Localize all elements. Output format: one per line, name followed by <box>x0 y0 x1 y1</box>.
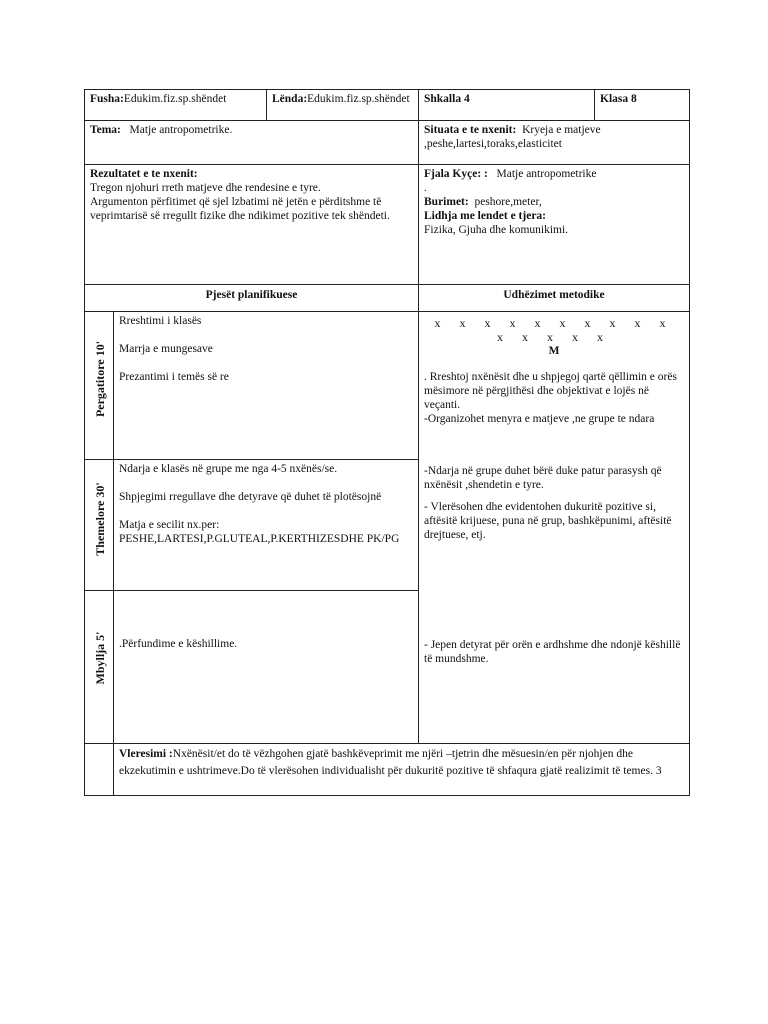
tema-label: Tema: <box>90 124 121 136</box>
fjala-value: Matje antropometrike <box>496 168 597 180</box>
udhezimet-header-text: Udhëzimet metodike <box>503 289 605 301</box>
situata-label: Situata e te nxenit: <box>424 124 517 136</box>
vleresimi-cell <box>113 743 690 796</box>
situata-cell <box>418 120 690 165</box>
vleresimi-spacer <box>84 743 114 796</box>
udhezimet-marks: x x x x x x x x x x x x x x x <box>434 316 674 344</box>
lenda-label: Lënda: <box>272 93 308 105</box>
burimet-label: Burimet: <box>424 196 469 208</box>
pergatitore-item-1: Rreshtimi i klasës <box>119 315 202 327</box>
mbyllja-label: Mbyllja 5' <box>93 631 107 685</box>
lidhja-value: Fizika, Gjuha dhe komunikimi. <box>424 224 569 236</box>
section-label-pergatitore <box>84 311 114 460</box>
mbyllja-content <box>113 590 419 744</box>
situata-value: Kryeja e matjeve ,peshe,lartesi,toraks,elasticitet <box>424 124 601 150</box>
klasa-value: Klasa 8 <box>600 93 637 105</box>
rezultatet-cell <box>84 164 419 285</box>
lenda-value: Edukim.fiz.sp.shëndet <box>307 93 410 105</box>
mbyllja-item-1: .Përfundime e këshillime. <box>119 638 238 650</box>
udhezimet-p1: . Rreshtoj nxënësit dhe u shpjegoj qartë qëllimin e orës mësimore në përgjithësi dhe objektivat e lojës në veçanti. <box>424 371 677 411</box>
vleresimi-text: Nxënësit/et do të vëzhgohen gjatë bashkëveprimit me njëri –tjetrin dhe mësuesin/en për njohjen dhe ekzekutimin e ushtrimeve.Do të vlerësohen individualisht për dukuritë pozitive të shfaqura gjatë realizimit të temes. 3 <box>119 748 662 777</box>
vleresimi-label: Vleresimi : <box>119 748 173 760</box>
udhezimet-header <box>418 284 690 312</box>
rezultatet-label: Rezultatet e te nxenit: <box>90 168 198 180</box>
pjeset-header-text: Pjesët planifikuese <box>205 289 298 301</box>
tema-cell <box>84 120 419 165</box>
lesson-plan-table <box>84 89 690 796</box>
themelore-content <box>113 459 419 591</box>
shkalla-value: Shkalla 4 <box>424 93 470 105</box>
fjala-label: Fjala Kyçe: : <box>424 168 488 180</box>
udhezimet-p2: -Organizohet menyra e matjeve ,ne grupe te ndara <box>424 413 655 425</box>
rezultatet-line-2: Argumenton përfitimet që sjel lzbatimi në jetën e përditshme të veprimtarisë së rregullt fizike dhe ndikimet pozitive tek shëndeti. <box>90 196 390 222</box>
pjeset-header <box>84 284 419 312</box>
fjala-dot: . <box>424 182 427 194</box>
section-label-mbyllja <box>84 590 114 744</box>
themelore-item-2: Shpjegimi rregullave dhe detyrave që duhet të plotësojnë <box>119 491 382 503</box>
fusha-value: Edukim.fiz.sp.shëndet <box>123 93 227 105</box>
lidhja-label: Lidhja me lendet e tjera: <box>424 210 546 222</box>
fusha-label: Fusha: <box>90 93 124 105</box>
pergatitore-item-3: Prezantimi i temës së re <box>119 371 229 383</box>
tema-value: Matje antropometrike. <box>129 124 233 136</box>
themelore-label: Themelore 30' <box>93 482 107 556</box>
udhezimet-p5: - Jepen detyrat për orën e ardhshme dhe ndonjë këshillë të mundshme. <box>424 639 681 665</box>
pergatitore-item-2: Marrja e mungesave <box>119 343 213 355</box>
burimet-value: peshore,meter, <box>474 196 542 208</box>
fusha-cell <box>84 89 267 121</box>
section-label-themelore <box>84 459 114 591</box>
themelore-item-1: Ndarja e klasës në grupe me nga 4-5 nxënës/se. <box>119 463 338 475</box>
pergatitore-label: Pergatitore 10' <box>93 340 107 418</box>
udhezimet-m: M <box>548 345 560 357</box>
udhezimet-p4: - Vlerësohen dhe evidentohen dukuritë pozitive si, aftësitë krijuese, puna në grup, bashkëpunimi, aftësitë drejtuese, etj. <box>424 501 672 541</box>
rezultatet-line-1: Tregon njohuri rreth matjeve dhe rendesine e tyre. <box>90 182 321 194</box>
pergatitore-content <box>113 311 419 460</box>
themelore-item-3: Matja e secilit nx.per: <box>119 519 220 531</box>
fjala-cell <box>418 164 690 285</box>
lenda-cell <box>266 89 419 121</box>
shkalla-cell <box>418 89 595 121</box>
klasa-cell <box>594 89 690 121</box>
udhezimet-p3: -Ndarja në grupe duhet bërë duke patur parasysh që nxënësit ,shendetin e tyre. <box>424 465 662 491</box>
themelore-item-4: PESHE,LARTESI,P.GLUTEAL,P.KERTHIZESDHE PK/PG <box>119 533 400 545</box>
udhezimet-content <box>418 311 690 744</box>
